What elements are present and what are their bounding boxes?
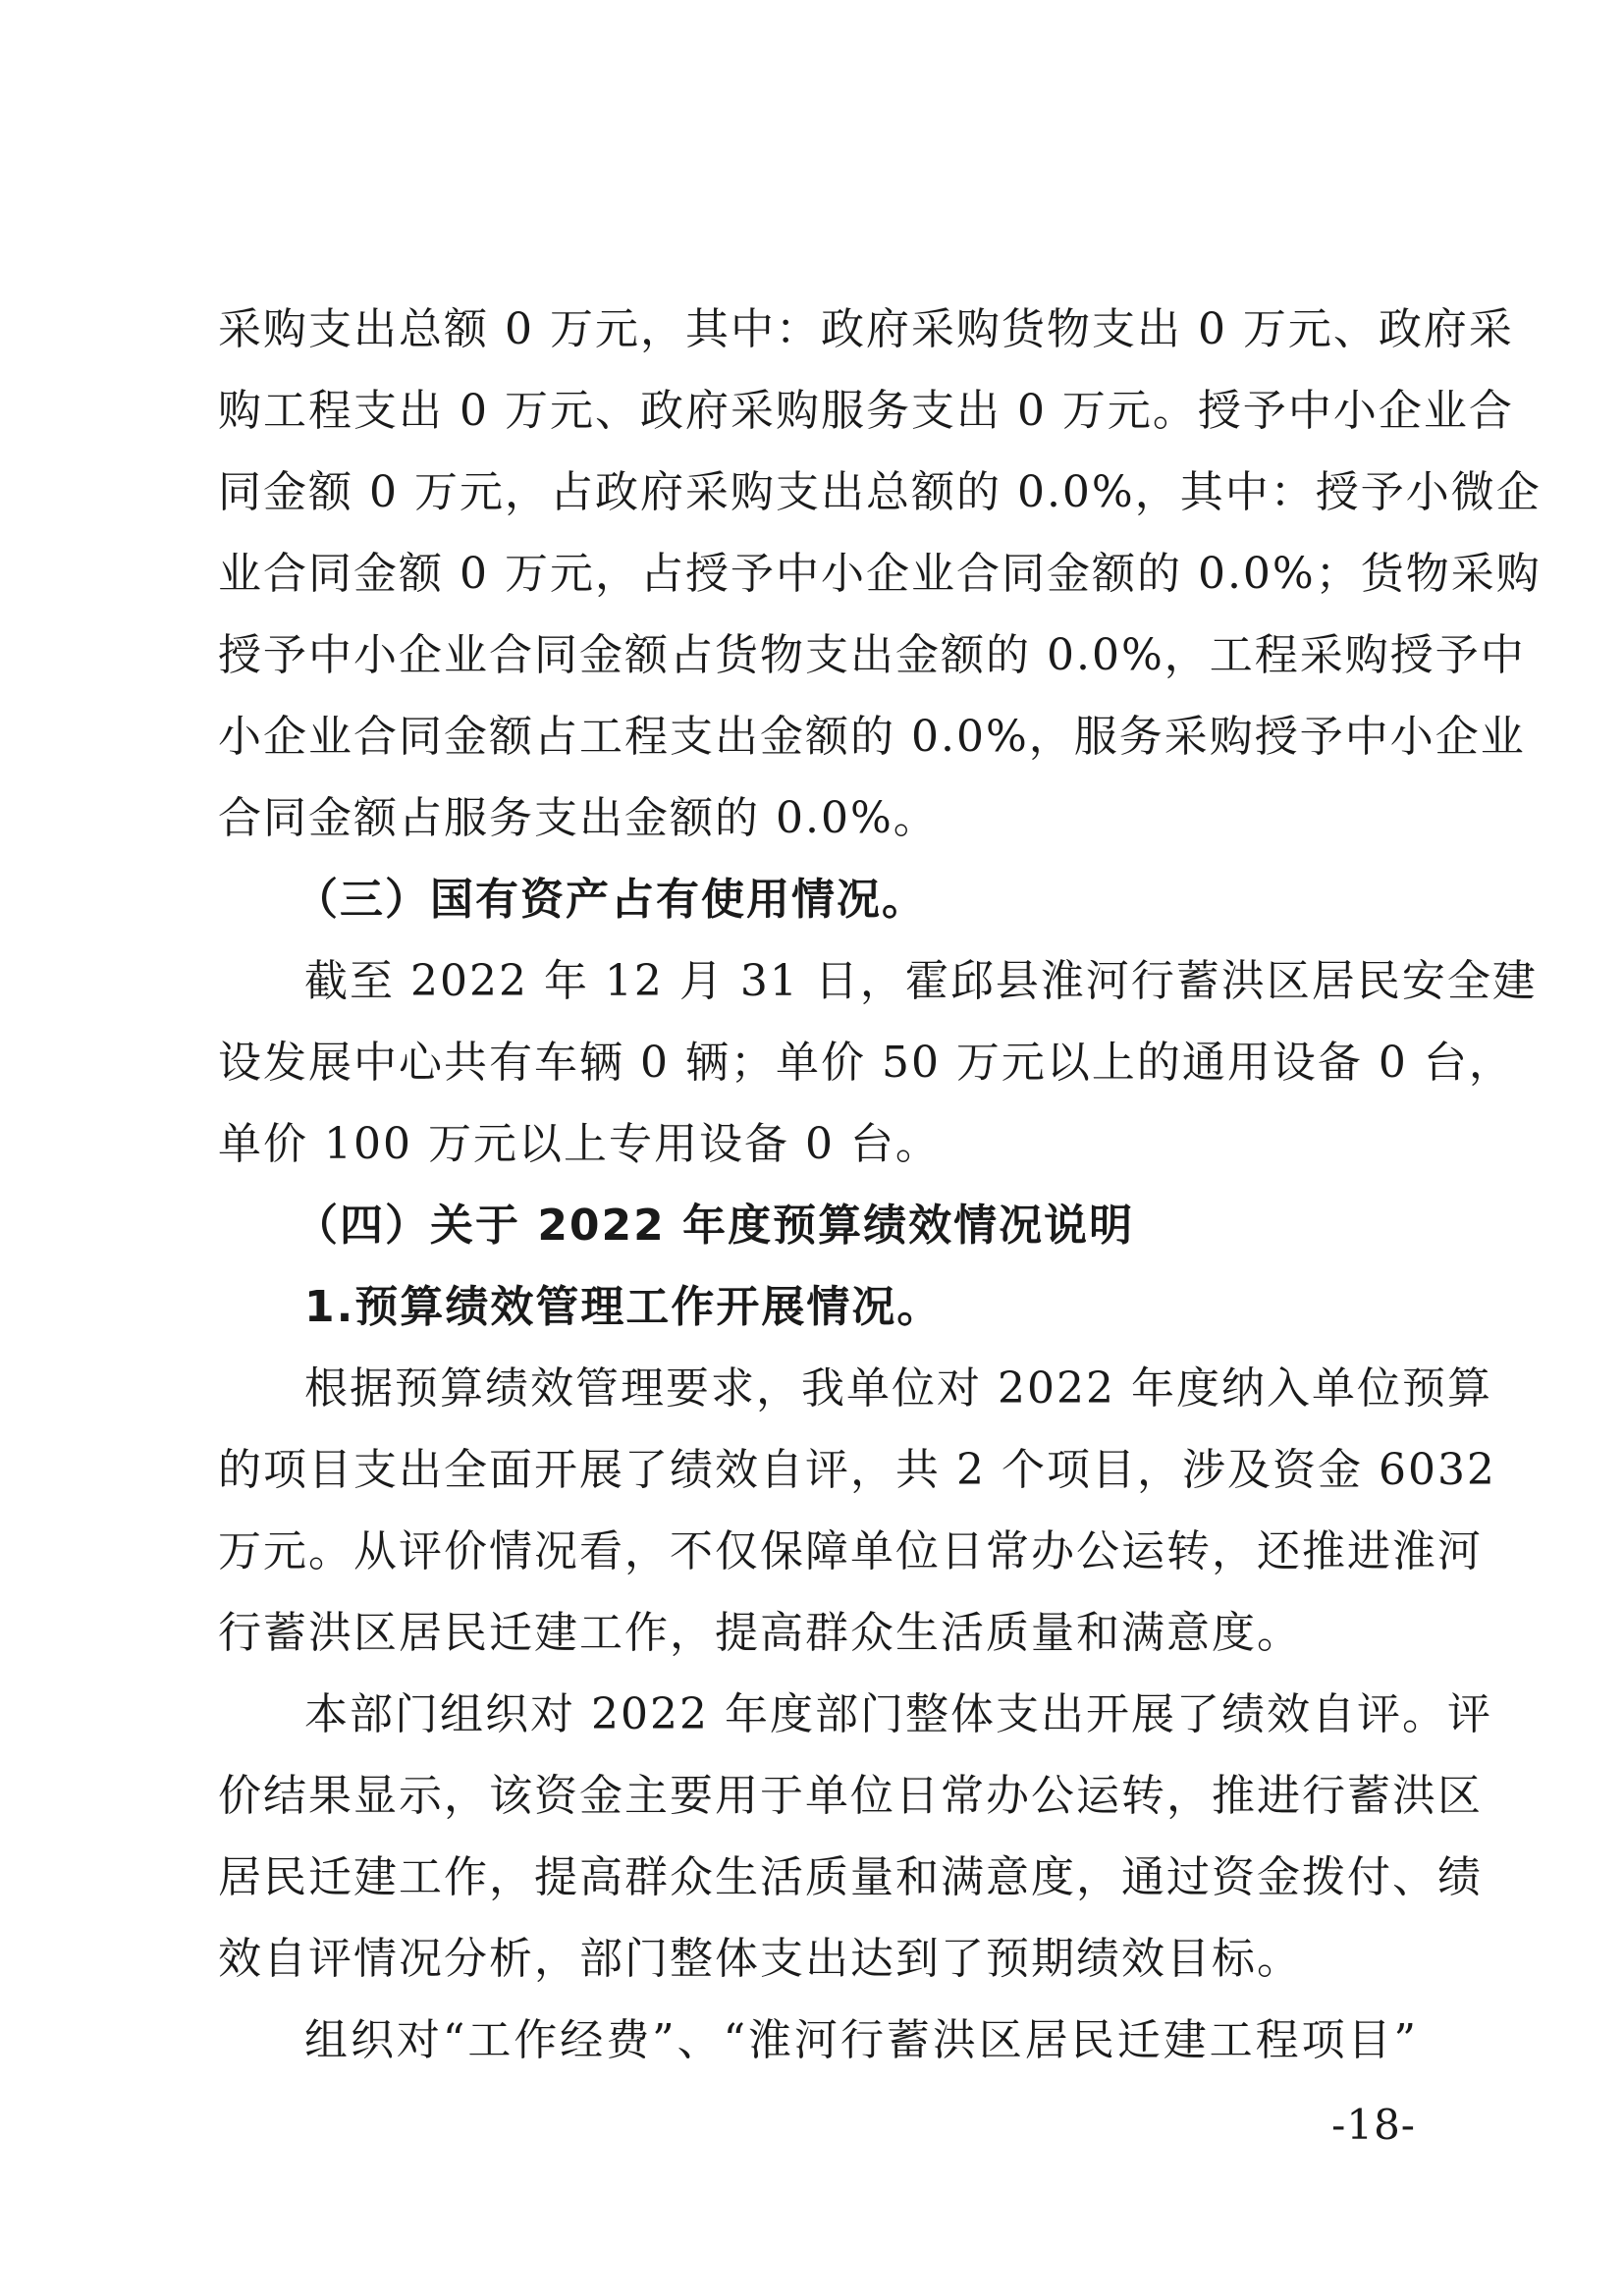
section-3-line-2: 设发展中心共有车辆 0 辆；单价 50 万元以上的通用设备 0 台，	[218, 1038, 1514, 1088]
paragraph-1-line-7: 合同金额占服务支出金额的 0.0%。	[218, 793, 939, 843]
section-4-para-b-line-2: 价结果显示，该资金主要用于单位日常办公运转，推进行蓄洪区	[218, 1771, 1483, 1821]
section-4-para-a-line-1: 根据预算绩效管理要求，我单位对 2022 年度纳入单位预算	[304, 1363, 1492, 1414]
section-4-para-c-line-1: 组织对“工作经费”、“淮河行蓄洪区居民迁建工程项目”	[304, 2015, 1418, 2065]
section-4-para-a-line-2: 的项目支出全面开展了绩效自评，共 2 个项目，涉及资金 6032	[218, 1445, 1496, 1495]
section-3-heading: （三）国有资产占有使用情况。	[295, 875, 927, 925]
section-4-para-b-line-1: 本部门组织对 2022 年度部门整体支出开展了绩效自评。评	[304, 1689, 1492, 1739]
paragraph-1-line-6: 小企业合同金额占工程支出金额的 0.0%，服务采购授予中小企业	[218, 712, 1526, 762]
paragraph-1-line-3: 同金额 0 万元，占政府采购支出总额的 0.0%，其中：授予小微企	[218, 467, 1542, 517]
section-4-para-a-line-3: 万元。从评价情况看，不仅保障单位日常办公运转，还推进淮河	[218, 1526, 1483, 1576]
paragraph-1-line-4: 业合同金额 0 万元，占授予中小企业合同金额的 0.0%；货物采购	[218, 549, 1542, 599]
section-4-para-b-line-4: 效自评情况分析，部门整体支出达到了预期绩效目标。	[218, 1934, 1302, 1984]
section-4-para-a-line-4: 行蓄洪区居民迁建工作，提高群众生活质量和满意度。	[218, 1608, 1302, 1658]
paragraph-1-line-2: 购工程支出 0 万元、政府采购服务支出 0 万元。授予中小企业合	[218, 386, 1514, 436]
section-3-line-1: 截至 2022 年 12 月 31 日，霍邱县淮河行蓄洪区居民安全建	[304, 956, 1538, 1006]
section-3-line-3: 单价 100 万元以上专用设备 0 台。	[218, 1119, 941, 1169]
paragraph-1-line-1: 采购支出总额 0 万元，其中：政府采购货物支出 0 万元、政府采	[218, 304, 1514, 354]
section-4-heading: （四）关于 2022 年度预算绩效情况说明	[295, 1201, 1135, 1251]
section-4-para-b-line-3: 居民迁建工作，提高群众生活质量和满意度，通过资金拨付、绩	[218, 1852, 1483, 1902]
paragraph-1-line-5: 授予中小企业合同金额占货物支出金额的 0.0%，工程采购授予中	[218, 630, 1526, 680]
page-number: -18-	[1331, 2101, 1416, 2149]
section-4-subheading: 1.预算绩效管理工作开展情况。	[304, 1282, 943, 1332]
